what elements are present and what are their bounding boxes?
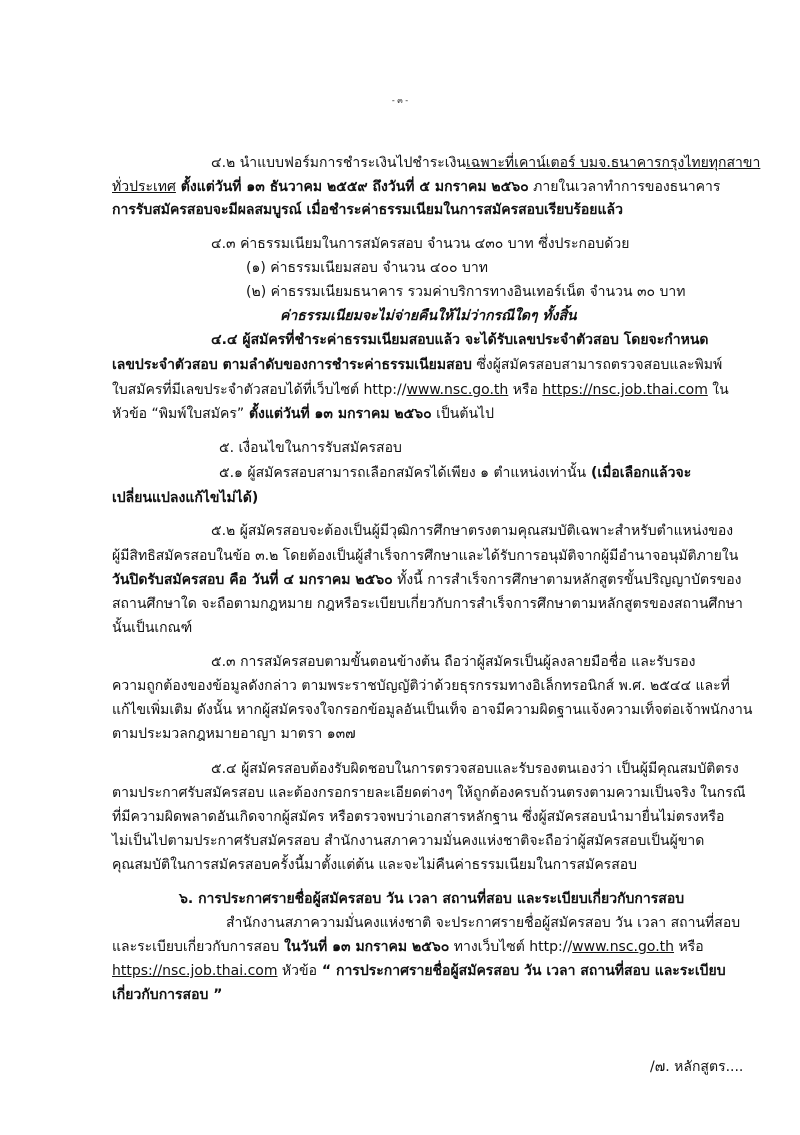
section-4-2-line-1: ๔.๒ นำแบบฟอร์มการชำระเงินไปชำระเงินเฉพาะที่เคาน์เตอร์ บมจ.ธนาคารกรุงไทยทุกสาขา	[211, 155, 761, 171]
section-5-3-line-1: ๕.๓ การสมัครสอบตามขั้นตอนข้างต้น ถือว่าผู้สมัครเป็นผู้ลงลายมือชื่อ และรับรอง	[211, 654, 696, 670]
section-5-4-line-4: ไม่เป็นไปตามประกาศรับสมัครสอบ สำนักงานสภาความมั่นคงแห่งชาติจะถือว่าผู้สมัครสอบเป็นผู้ขาด	[112, 833, 705, 849]
section-5-3-line-2: ความถูกต้องของข้อมูลดังกล่าว ตามพระราชบัญญัติว่าด้วยธุรกรรมทางอิเล็กทรอนิกส์ พ.ศ. ๒๕๔๔ และที่	[112, 678, 730, 694]
section-5-3-line-3: แก้ไขเพิ่มเติม ดังนั้น หากผู้สมัครจงใจกรอกข้อมูลอันเป็นเท็จ อาจมีความผิดฐานแจ้งความเท็จต่อเจ้าพนักงาน	[112, 702, 753, 718]
section-4-2-line-2: ทั่วประเทศ ตั้งแต่วันที่ ๑๓ ธันวาคม ๒๕๕๙ ถึงวันที่ ๕ มกราคม ๒๕๖๐ ภายในเวลาทำการของธนาคาร	[112, 179, 721, 195]
section-6-line-2: และระเบียบเกี่ยวกับการสอบ ในวันที่ ๑๓ มกราคม ๒๕๖๐ ทางเว็บไซต์ http://www.nsc.go.th หรือ	[112, 939, 704, 955]
section-4-3-line-1: ๔.๓ ค่าธรรมเนียมในการสมัครสอบ จำนวน ๔๓๐ บาท ซึ่งประกอบด้วย	[211, 236, 630, 252]
section-5-3-line-4: ตามประมวลกฎหมายอาญา มาตรา ๑๓๗	[112, 726, 356, 742]
page-number: - ๓ -	[391, 96, 409, 105]
section-4-4-line-1: ๔.๔ ผู้สมัครที่ชำระค่าธรรมเนียมสอบแล้ว จะได้รับเลขประจำตัวสอบ โดยจะกำหนด	[211, 332, 709, 348]
section-4-3-fee-1: (๑) ค่าธรรมเนียมสอบ จำนวน ๔๐๐ บาท	[246, 260, 489, 276]
section-5-2-line-2: ผู้มีสิทธิสมัครสอบในข้อ ๓.๒ โดยต้องเป็นผู้สำเร็จการศึกษาและได้รับการอนุมัติจากผู้มีอำนาจอนุมัติภายใน	[112, 548, 739, 564]
job-thai-link[interactable]: https://nsc.job.thai.com	[542, 382, 708, 398]
section-6-line-3: https://nsc.job.thai.com หัวข้อ “ การประกาศรายชื่อผู้สมัครสอบ วัน เวลา สถานที่สอบ และระเบียบ	[112, 963, 726, 979]
section-5-4-line-5: คุณสมบัติในการสมัครสอบครั้งนี้มาตั้งแต่ต้น และจะไม่คืนค่าธรรมเนียมในการสมัครสอบ	[112, 857, 638, 873]
footer-continuation: /๗. หลักสูตร....	[650, 1059, 744, 1075]
nsc-website-link[interactable]: www.nsc.go.th	[406, 382, 509, 398]
section-5-2-line-1: ๕.๒ ผู้สมัครสอบจะต้องเป็นผู้มีวุฒิการศึกษาตรงตามคุณสมบัติเฉพาะสำหรับตำแหน่งของ	[211, 523, 734, 539]
job-thai-link-2[interactable]: https://nsc.job.thai.com	[112, 963, 278, 979]
section-5-heading: ๕. เงื่อนไขในการรับสมัครสอบ	[219, 440, 402, 456]
nsc-website-link-2[interactable]: www.nsc.go.th	[572, 939, 675, 955]
section-5-1-line-1: ๕.๑ ผู้สมัครสอบสามารถเลือกสมัครได้เพียง ๑ ตำแหน่งเท่านั้น (เมื่อเลือกแล้วจะ	[219, 465, 692, 481]
section-5-4-line-3: ที่มีความผิดพลาดอันเกิดจากผู้สมัคร หรือตรวจพบว่าเอกสารหลักฐาน ซึ่งผู้สมัครสอบนำมายื่นไม่ตรงหรือ	[112, 809, 725, 825]
section-5-1-line-2: เปลี่ยนแปลงแก้ไขไม่ได้)	[112, 490, 259, 506]
section-5-4-line-2: ตามประกาศรับสมัครสอบ และต้องกรอกรายละเอียดต่างๆ ให้ถูกต้องครบถ้วนตรงตามความเป็นจริง ในกรณี	[112, 785, 746, 801]
section-4-4-line-4: หัวข้อ “พิมพ์ใบสมัคร” ตั้งแต่วันที่ ๑๓ มกราคม ๒๕๖๐ เป็นต้นไป	[112, 406, 494, 422]
section-4-2-line-3: การรับสมัครสอบจะมีผลสมบูรณ์ เมื่อชำระค่าธรรมเนียมในการสมัครสอบเรียบร้อยแล้ว	[112, 202, 623, 218]
section-5-4-line-1: ๕.๔ ผู้สมัครสอบต้องรับผิดชอบในการตรวจสอบและรับรองตนเองว่า เป็นผู้มีคุณสมบัติตรง	[211, 761, 739, 777]
section-5-2-line-4: สถานศึกษาใด จะถือตามกฎหมาย กฎหรือระเบียบเกี่ยวกับการสำเร็จการศึกษาตามหลักสูตรของสถานศึกษา	[112, 596, 743, 612]
section-5-2-line-3: วันปิดรับสมัครสอบ คือ วันที่ ๔ มกราคม ๒๕๖๐ ทั้งนี้ การสำเร็จการศึกษาตามหลักสูตรขั้นปริญญาบัตรของ	[112, 572, 742, 588]
section-6-line-4: เกี่ยวกับการสอบ ”	[112, 987, 223, 1003]
section-4-3-no-refund: ค่าธรรมเนียมจะไม่จ่ายคืนให้ไม่ว่ากรณีใดๆ ทั้งสิ้น	[280, 308, 577, 324]
section-4-4-line-3: ใบสมัครที่มีเลขประจำตัวสอบได้ที่เว็บไซต์ http://www.nsc.go.th หรือ https://nsc.job.thai.com ใน	[112, 382, 729, 398]
section-4-3-fee-2: (๒) ค่าธรรมเนียมธนาคาร รวมค่าบริการทางอินเทอร์เน็ต จำนวน ๓๐ บาท	[246, 284, 686, 300]
section-4-4-line-2: เลขประจำตัวสอบ ตามลำดับของการชำระค่าธรรมเนียมสอบ ซึ่งผู้สมัครสอบสามารถตรวจสอบและพิมพ์	[112, 357, 723, 373]
section-6-heading: ๖. การประกาศรายชื่อผู้สมัครสอบ วัน เวลา สถานที่สอบ และระเบียบเกี่ยวกับการสอบ	[179, 891, 685, 907]
section-6-line-1: สำนักงานสภาความมั่นคงแห่งชาติ จะประกาศรายชื่อผู้สมัครสอบ วัน เวลา สถานที่สอบ	[226, 915, 741, 931]
section-5-2-line-5: นั้นเป็นเกณฑ์	[112, 620, 193, 636]
